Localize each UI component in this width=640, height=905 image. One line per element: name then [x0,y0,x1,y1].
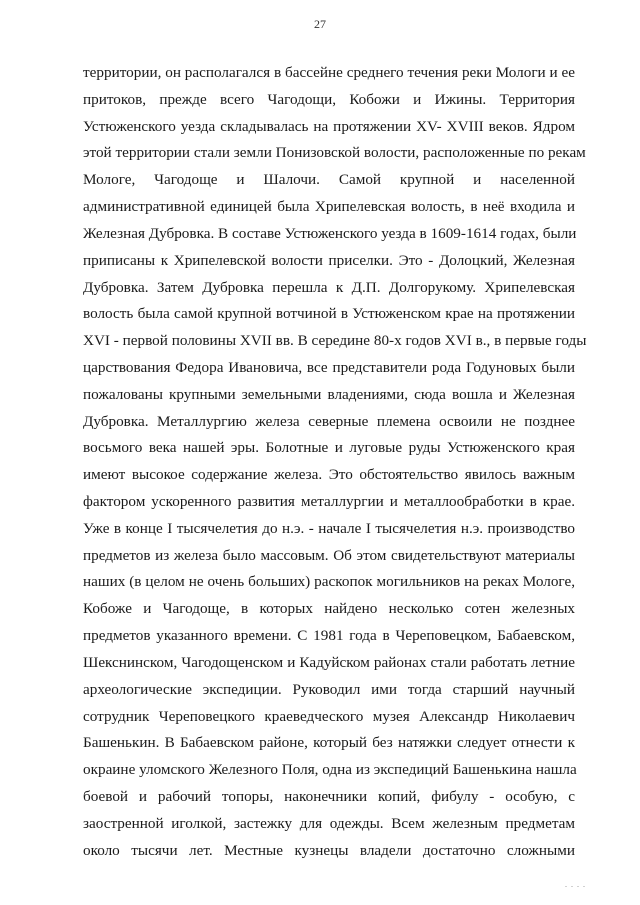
text-line: этой территории стали земли Понизовской волости, расположенные по рекам [83,144,586,162]
text-line: административной единицей была Хрипелевская волость, в неё входила и [83,198,575,216]
text-line: имеют высокое содержание железа. Это обстоятельство явилось важным [83,466,575,484]
page-number: 27 [314,17,326,31]
text-line: территории, он располагался в бассейне среднего течения реки Мологи и ее [83,64,575,81]
text-line: приписаны к Хрипелевской волости приселки. Это - Долоцкий, Железная [83,251,575,269]
text-line: Кобоже и Чагодоще, в которых найдено несколько сотен железных [83,600,575,618]
text-line: Мологе, Чагодоще и Шалочи. Самой крупной и населенной [83,171,575,189]
text-line: восьмого века нашей эры. Болотные и луговые руды Устюженского края [83,439,575,457]
text-line: предметов из железа было массовым. Об этом свидетельствуют материалы [83,546,575,564]
text-line: Шекснинском, Чагодощенском и Кадуйском районах стали работать летние [83,653,575,671]
text-line: сотрудник Череповецкого краеведческого музея Александр Николаевич [83,707,575,725]
text-line: XVI - первой половины XVII вв. В середине 80-х годов XVI в., в первые годы [83,332,587,350]
text-line: фактором ускоренного развития металлургии и металлообработки в крае. [83,493,575,510]
text-line: Устюженского уезда складывалась на протяжении XV- XVIII веков. Ядром [83,117,575,135]
text-line: археологические экспедиции. Руководил ими тогда старший научный [83,680,575,698]
text-line: наших (в целом не очень больших) раскопок могильников на реках Мологе, [83,573,575,591]
text-line: притоков, прежде всего Чагодощи, Кобожи и Ижины. Территория [83,90,575,108]
text-line: Уже в конце I тысячелетия до н.э. - начале I тысячелетия н.э. производство [83,519,575,537]
body-text [83,60,587,864]
text-line: Железная Дубровка. В составе Устюженского уезда в 1609-1614 годах, были [83,224,577,242]
text-line: пожалованы крупными земельными владениями, сюда вошла и Железная [83,385,575,403]
text-line: Башенькин. В Бабаевском районе, который без натяжки следует отнести к [83,734,575,752]
text-line: предметов указанного времени. С 1981 года в Череповецком, Бабаевском, [83,627,575,645]
text-line: окраине уломского Железного Поля, одна из экспедиций Башенькина нашла [83,761,577,779]
scan-artifact: . . . . [565,880,586,889]
text-line: Дубровка. Металлургию железа северные племена освоили не позднее [83,412,575,430]
text-line: боевой и рабочий топоры, наконечники копий, фибулу - особую, с [83,787,575,805]
text-line: царствования Федора Ивановича, все представители рода Годуновых были [83,358,575,376]
text-line: волость была самой крупной вотчиной в Устюженском крае на протяжении [83,305,575,323]
text-line: около тысячи лет. Местные кузнецы владели достаточно сложными [83,841,575,859]
text-line: заостренной иголкой, застежку для одежды. Всем железным предметам [83,814,575,832]
text-line: Дубровка. Затем Дубровка перешла к Д.П. Долгорукому. Хрипелевская [83,278,575,296]
